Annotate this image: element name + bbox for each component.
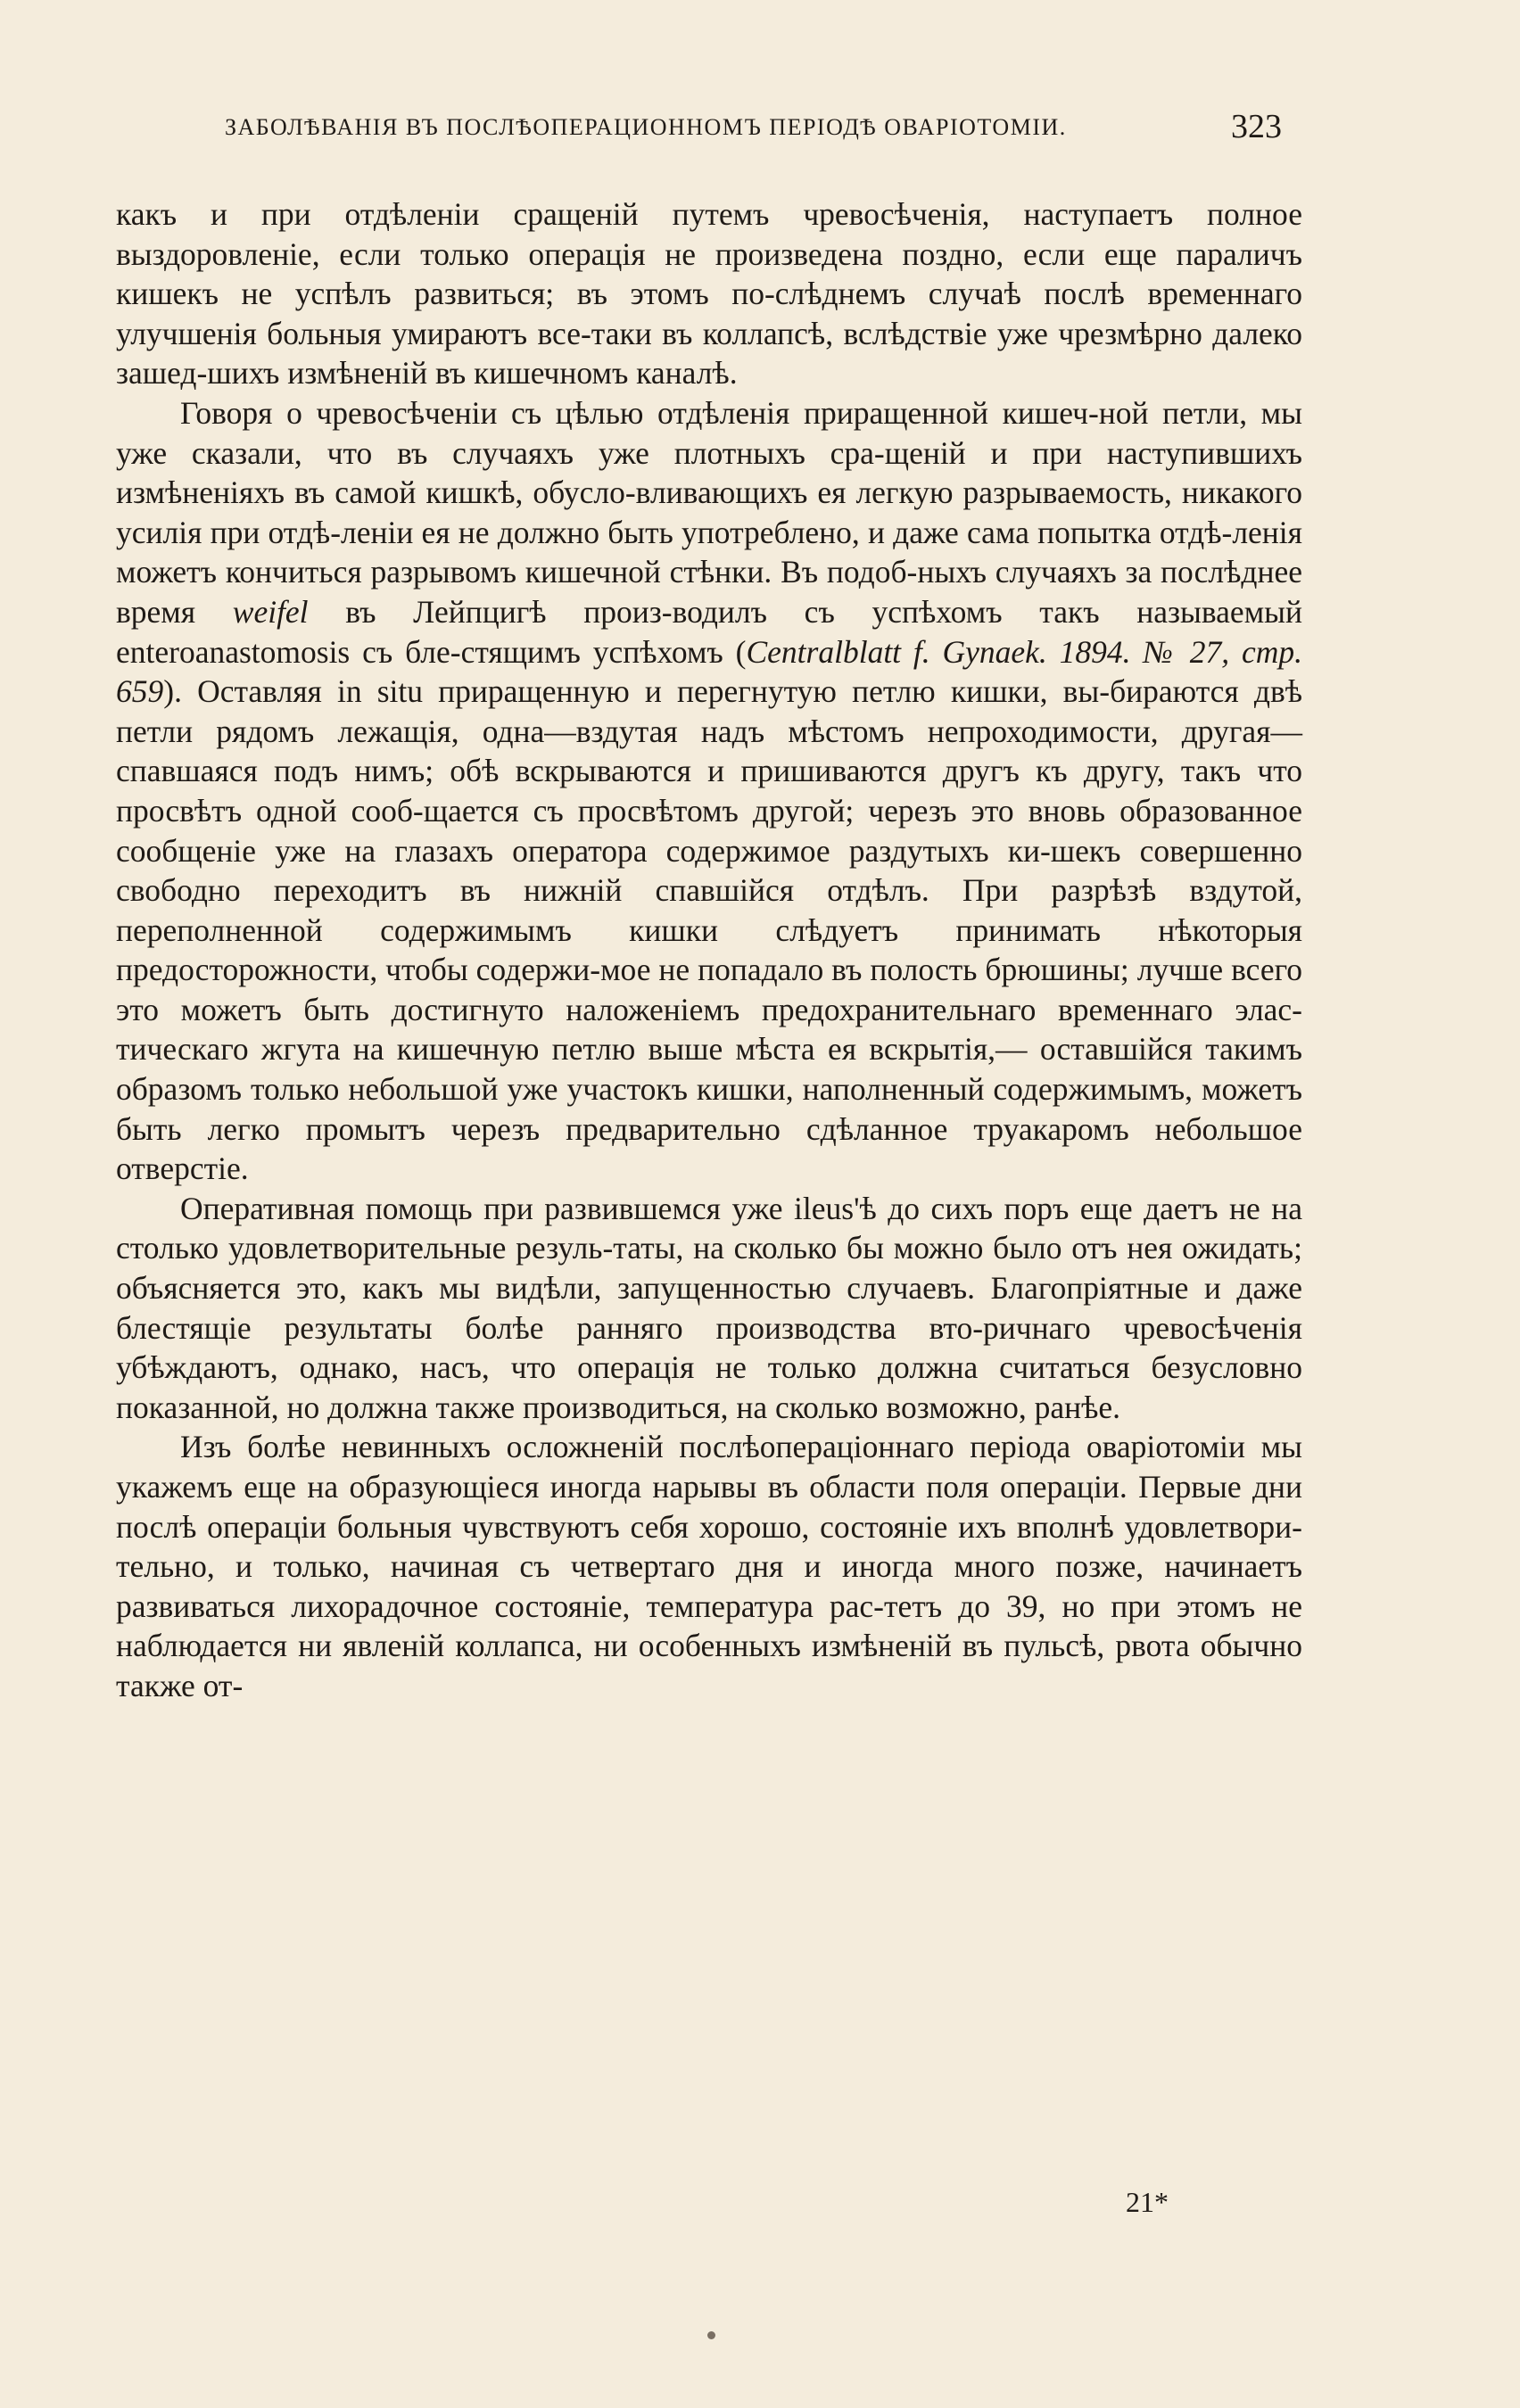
signature-mark: 21* [1126, 2186, 1169, 2218]
paragraph-1 [116, 194, 1302, 393]
paragraph-2 [116, 393, 1302, 1189]
paragraph-4 [116, 1427, 1302, 1705]
paragraph-text: Говоря о чревосѣченіи съ цѣлью отдѣленія приращенной кишеч-ной петли, мы уже сказали, что въ случаяхъ уже плотныхъ сра-щеній и при наступившихъ измѣненіяхъ въ самой кишкѣ, обусло-вливающихъ ея легкую разрываемость, никакого усилія при отдѣ-леніи ея не должно быть употреблено, и даже сама попытка отдѣ-ленія можетъ кончиться разрывомъ кишечной стѣнки. Въ подоб-ныхъ случаяхъ за послѣднее время [116, 394, 1302, 630]
paragraph-text: какъ и при отдѣленіи сращеній путемъ чревосѣченія, наступаетъ полное выздоровленіе, если только операція не произведена поздно, если еще параличъ кишекъ не успѣлъ развиться; въ этомъ по-слѣднемъ случаѣ послѣ временнаго улучшенія больныя умираютъ все-таки въ коллапсѣ, вслѣдствіе уже чрезмѣрно далеко зашед-шихъ измѣненій въ кишечномъ каналѣ. [116, 196, 1302, 392]
ink-dot [707, 2331, 715, 2339]
page-number: 323 [1231, 108, 1282, 145]
author-name: weifel [232, 593, 309, 630]
citation: Centralblatt f. Gynaek. 1894. № 27, стр. 659 [116, 633, 1303, 710]
paragraph-text: ). Оставляя in situ приращенную и перегнутую петлю кишки, вы-бираются двѣ петли рядомъ лежащія, одна—вздутая надъ мѣстомъ непроходимости, другая—спавшаяся подъ нимъ; обѣ вскрываются и пришиваются другъ къ другу, такъ что просвѣтъ одной сооб-щается съ просвѣтомъ другой; черезъ это вновь образованное сообщеніе уже на глазахъ оператора содержимое раздутыхъ ки-шекъ совершенно свободно переходитъ въ нижній спавшійся отдѣлъ. При разрѣзѣ вздутой, переполненной содержимымъ кишки слѣдуетъ принимать нѣкоторыя предосторожности, чтобы содержи-мое не попадало въ полость брюшины; лучше всего это можетъ быть достигнуто наложеніемъ предохранительнаго временнаго элас-тическаго жгута на кишечную петлю выше мѣста ея вскрытія,— оставшійся такимъ образомъ только небольшой уже участокъ кишки, наполненный содержимымъ, можетъ быть легко промытъ черезъ предварительно сдѣланное труакаромъ небольшое отверстіе. [116, 673, 1302, 1187]
paragraph-text: Оперативная помощь при развившемся уже ileus'ѣ до сихъ поръ еще даетъ не на столько удовлетворительные резуль-таты, на сколько бы можно было отъ нея ожидать; объясняется это, какъ мы видѣли, запущенностью случаевъ. Благопріятные и даже блестящіе результаты болѣе ранняго производства вто-ричнаго чревосѣченія убѣждаютъ, однако, насъ, что операція не только должна считаться безусловно показанной, но должна также производиться, на сколько возможно, ранѣе. [116, 1190, 1302, 1425]
body-text [116, 194, 1302, 1706]
paragraph-text: въ Лейпцигѣ произ-водилъ съ успѣхомъ такъ называемый enteroanastomosis съ бле-стящимъ успѣхомъ ( [116, 593, 1303, 670]
running-head: ЗАБОЛѢВАНІЯ ВЪ ПОСЛѢОПЕРАЦИОННОМЪ ПЕРІОДѢ ОВАРІОТОМІИ. [225, 114, 1067, 140]
paragraph-3 [116, 1189, 1302, 1428]
paragraph-text: Изъ болѣе невинныхъ осложненій послѣопераціоннаго періода оваріотоміи мы укажемъ еще на образующіеся иногда нарывы въ области поля операціи. Первые дни послѣ операціи больныя чувствуютъ себя хорошо, состояніе ихъ вполнѣ удовлетвори-тельно, и только, начиная съ четвертаго дня и иногда много позже, начинаетъ развиваться лихорадочное состояніе, температура рас-тетъ до 39, но при этомъ не наблюдается ни явленій коллапса, ни особенныхъ измѣненій въ пульсѣ, рвота обычно также от- [116, 1429, 1302, 1703]
